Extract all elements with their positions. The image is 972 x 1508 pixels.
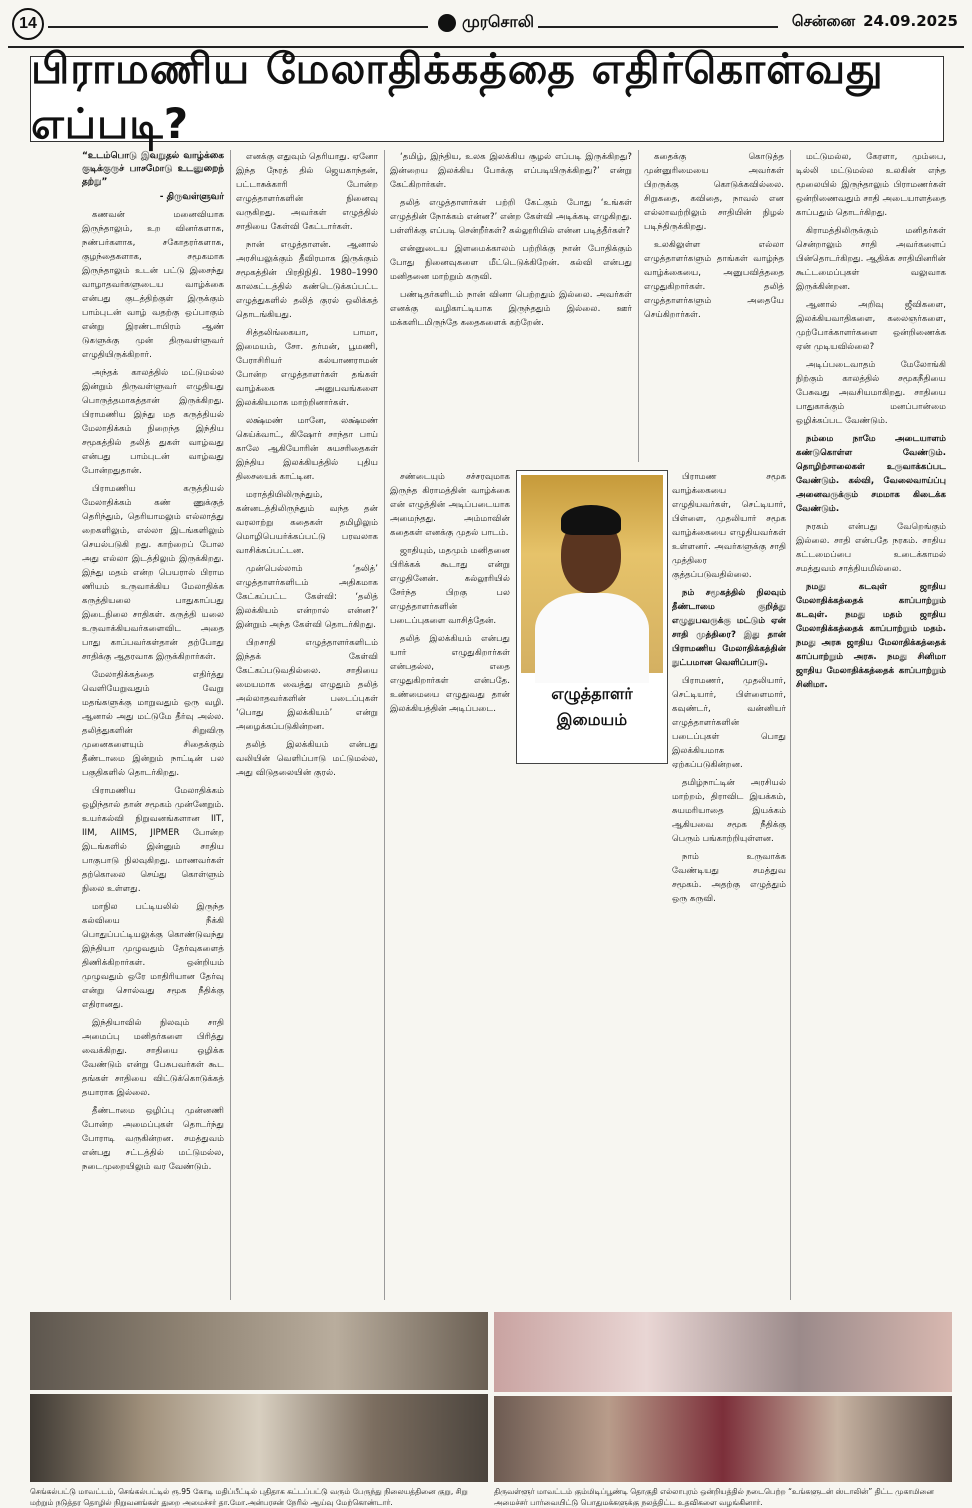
column-separator (384, 150, 385, 1300)
paragraph: பிராமணிய மேலாதிக்கம் ஒழிந்தால் தான் சமூகம் முன்னேறும். உயர்கல்வி நிறுவனங்களான IIT, IIM, AIIMS, JIPMER போன்ற இடங்களில் இன்னும் சாதிய பாகுபாடு நிலவுகிறது. மாணவர்கள் தற்கொலை செய்து கொள்ளும் நிலை உள்ளது. (82, 786, 224, 894)
paragraph: பிராமணிய கருத்தியல் மேலாதிக்கம் கண் ணுக்குத் தெரிந்தும், தெரியாமலும் எல்லாத்து றைகளிலும், எல்லா இடங்களிலும் செயல்படுகி றது. காற்றைப் போல அது எல்லா இடத்திலும் இருக்கிறது. இந்து மதம் என்ற பெயரால் பிராம ணியம் உருவாக்கிய மேலாதிக்க கருத்தியலை பாதுகாப்பது இடைநிலை சாதிகள். கருத்தி யலை உருவாக்கியவர்களைவிட அதை பாது காப்பவர்கள்தான் தற்போது சாதிக்கு ஆதரவாக இருக்கிறார்கள். (82, 484, 224, 662)
paragraph: பிராமணர், முதலியார், செட்டியார், பிள்ளைமார், கவுண்டர், வன்னியர் எழுத்தாளர்களின் படைப்புகள் பொது இலக்கியமாக ஏற்கப்படுகின்றன. (672, 676, 786, 770)
headline-box (30, 44, 944, 148)
paragraph: தலித் எழுத்தாளர்கள் பற்றி கேட்கும் போது ‘உங்கள் எழுத்தின் நோக்கம் என்ன?’ என்ற கேள்வி அடிக்கடி எழுகிறது. பள்ளிக்கு எப்படி சென்றீர்கள்? கல்லூரியில் என்ன படித்தீர்கள்? (390, 198, 632, 236)
paragraph: உலகிலுள்ள எல்லா எழுத்தாளர்களும் தாங்கள் வாழ்ந்த வாழ்க்கையை, அனுபவித்ததை எழுதுகிறார்கள். தலித் எழுத்தாளர்களும் அதையே செய்கிறார்கள். (644, 240, 784, 320)
paragraph: அந்தக் காலத்தில் மட்டுமல்ல இன்றும் திருவள்ளுவர் எழுதியது பொருத்தமாகத்தான் இருக்கிறது. பிராமணிய இந்து மத கருத்தியல் மேலாதிக்கம் நிறைந்த இந்திய சமூகத்தில் தலித் துகள் வாழ்வது என்பது பாம்புடன் வாழ்வது போன்றதுதான். (82, 368, 224, 476)
column-separator (790, 150, 791, 1300)
column-4-top (644, 150, 784, 462)
paragraph: ஆனால் அறிவு ஜீவிகளை, இலக்கியவாதிகளை, கலைஞர்களை, முற்போக்காளர்களை ஒன்றிணைக்க ஏன் முடியவில்லை? (796, 300, 946, 352)
paragraph: மட்டுமல்ல, கேரளா, மும்பை, டில்லி மட்டுமல்ல உலகின் எந்த மூலையில் இருந்தாலும் பிராமணர்கள் ஒன்றிணைவதும் சாதி அடையாளத்தை காப்பதும் தொடர்கிறது. (796, 152, 946, 218)
paper-name-text: முரசொலி (462, 12, 534, 31)
paragraph: முன்பெல்லாம் ‘தலித்’ எழுத்தாளர்களிடம் அதிகமாக கேட்கப்பட்ட கேள்வி: ‘தலித் இலக்கியம் என்றால் என்ன?’ இன்றும் அந்த கேள்வி தொடர்கிறது. (236, 564, 378, 630)
paragraph: பண்டிதர்களிடம் நான் வினா பெற்றதும் இல்லை. அவர்கள் எனக்கு வழிகாட்டியாக இருந்ததும் இல்லை. ஊர் மக்களிடமிருந்தே கதைகளைக் கற்றேன். (390, 290, 632, 328)
epigraph-text: “உடம்பொடு இவறுதல் வாழ்க்கை குடிக்குருச் பாசமோடு உடனுறைந் தற்று” (82, 151, 224, 187)
paragraph: நான் எழுத்தாளன். ஆனால் அரசியலுக்கும் தீவிரமாக இருக்கும் சமூகத்தின் பிரதிநிதி. 1980–1990 காலகட்டத்தில் கண்டெடுக்கப்பட்ட எழுத்துகளில் தலித் குரல் ஒலிக்கத் தொடங்கியது. (236, 240, 378, 320)
paragraph: நரகம் என்பது வேறெங்கும் இல்லை. சாதி என்பதே நரகம். சாதிய கட்டமைப்பை உடைக்காமல் சமத்துவம் சாத்தியமில்லை. (796, 522, 946, 574)
paper-logo-icon (438, 14, 456, 32)
photo-left (30, 1312, 488, 1482)
paragraph: கணவன் மனைவியாக இருந்தாலும், உற வினர்களாக, நண்பர்களாக, சகோதரர்களாக, குழந்தைகளாக, சமூகமாக இருந்தாலும் உடன் பட்டு இசைந்து வாழாதவர்களுடைய வாழ்க்கை என்பது குடத்திற்குள் இருக்கும் பாம்புடன் வாழ் வதற்கு ஒப்பாகும் என்று இரண்டாயிரம் ஆண் டுகளுக்கு முன் திருவள்ளுவர் எழுதியிருக்கிறார். (82, 210, 224, 360)
paragraph: பிராமண சமூக வாழ்க்கையை எழுதியவர்கள், செட்டியார், பிள்ளை, முதலியார் சமூக வாழ்க்கையை எழுதியவர்கள் உள்ளனர். அவர்களுக்கு சாதி முத்திரை குத்தப்படுவதில்லை. (672, 472, 786, 580)
paragraph: நாம் உருவாக்க வேண்டியது சமத்துவ சமூகம். அதற்கு எழுத்தும் ஒரு கருவி. (672, 852, 786, 904)
paragraph: மேலாதிக்கத்தை எதிர்த்து வெளியேறுவதும் வேறு மதங்களுக்கு மாறுவதும் ஒரு வழி. ஆனால் அது மட்டுமே தீர்வு அல்ல. தலித்துகளின் சிறுவிரு முனைகளையும் சிதைக்கும் தீண்டாமை இன்றும் நாட்டின் பல பகுதிகளில் தொடர்கிறது. (82, 670, 224, 778)
author-photo (516, 470, 668, 764)
column-2 (236, 150, 378, 1302)
photo-right-top (494, 1312, 952, 1392)
paragraph: ‘தமிழ், இந்திய, உலக இலக்கிய சூழல் எப்படி இருக்கிறது? இன்றைய இலக்கிய போக்கு எப்படியிருக்கிறது?’ என்று கேட்கிறார்கள். (390, 152, 632, 190)
paragraph: எனக்கு எதுவும் தெரியாது. ஏனோ இந்த நேரத் தில் ஜெயகாந்தன், பட்டாசுக்காரி போன்ற எழுத்தாளர்களின் நினைவு வருகிறது. அவர்கள் எழுத்தில் சாதியை கேள்வி கேட்டார்கள். (236, 152, 378, 232)
paragraph: அடிப்படைவாதம் மேலோங்கி நிற்கும் காலத்தில் சமூகநீதியை பேசுவது அவசியமாகிறது. சாதியை பாதுகாக்கும் மனப்பான்மை ஒழிக்கப்பட வேண்டும். (796, 360, 946, 426)
paragraph: சித்தலிங்கையா, பாமா, இமையம், சோ. தர்மன், பூமணி, பேராசிரியர் கல்யாணராமன் போன்ற எழுத்தாளர்கள் தங்கள் வாழ்க்கை அனுபவங்களை இலக்கியமாக மாற்றினார்கள். (236, 328, 378, 408)
masthead-rule-right (538, 26, 778, 28)
paragraph: லக்ஷ்மண் மானே, லக்ஷ்மண் கெய்க்வாட், கிஷோர் சாந்தா பாய் காலே ஆகியோரின் சுயசரிதைகள் இந்திய இலக்கியத்தில் புதிய திசையைக் காட்டின. (236, 416, 378, 482)
column-3-bottom (390, 470, 510, 1302)
paragraph: தலித் இலக்கியம் என்பது யார் எழுதுகிறார்கள் என்பதல்ல, எதை எழுதுகிறார்கள் என்பதே. உண்மையை எழுதுவது தான் இலக்கியத்தின் அடிப்படை. (390, 634, 510, 714)
masthead (8, 6, 964, 48)
dateline (784, 12, 958, 32)
column-1 (82, 150, 224, 1302)
paragraph: பிறசாதி எழுத்தாளர்களிடம் இந்தக் கேள்வி கேட்கப்படுவதில்லை. சாதியை மையமாக வைத்து எழுதும் தலித் அல்லாதவர்களின் படைப்புகள் ‘பொது இலக்கியம்’ என்று அழைக்கப்படுகின்றன. (236, 638, 378, 732)
column-3-top (390, 150, 632, 462)
paragraph: என்னுடைய இளமைக்காலம் பற்றிக்கு நான் போதிக்கும் போது நினைவுகளை மீட்டெடுக்கிறேன். கல்வி என்பது மனிதனை மாற்றும் கருவி. (390, 244, 632, 282)
column-separator (230, 150, 231, 1300)
date: 24.09.2025 (863, 12, 958, 30)
paper-name (438, 12, 534, 33)
paragraph: ஜாதியும், மதமும் மனிதனை பிரிக்கக் கூடாது என்று எழுதினேன். கல்லூரியில் சேர்ந்த பிறகு பல எழுத்தாளர்களின் படைப்புகளை வாசித்தேன். (390, 546, 510, 626)
author-photo-caption (517, 681, 667, 733)
epigraph-author: - திருவள்ளுவர் (159, 192, 224, 202)
masthead-rule-left (48, 26, 428, 28)
headline: பிராமணிய மேலாதிக்கத்தை எதிர்கொள்வது எப்படி? (31, 44, 884, 148)
shirt-shape (535, 593, 649, 683)
paragraph: தமிழ்நாட்டின் அரசியல் மாற்றம், திராவிட இயக்கம், சுயமரியாதை இயக்கம் ஆகியவை சமூக நீதிக்கு பெரும் பங்காற்றியுள்ளன. (672, 778, 786, 844)
paragraph: சண்டையும் சச்சரவுமாக இருந்த கிராமத்தின் வாழ்க்கை என் எழுத்தின் அடிப்படையாக அமைந்தது. அம்மாவின் கதைகள் எனக்கு முதல் பாடம். (390, 472, 510, 538)
paragraph: மாநில பட்டியலில் இருந்த கல்வியை நீக்கி பொதுப்பட்டியலுக்கு கொண்டுவந்து இந்தியா முழுவதும் தேர்வுகளைத் திணிக்கிறார்கள். ஒன்றியம் முழுவதும் ஒரே மாதிரியான தேர்வு என்று சொல்வது சமூக நீதிக்கு எதிரானது. (82, 902, 224, 1010)
paragraph: கதைக்கு கொடுத்த முன்னுரிமையை அவர்கள் பிறருக்கு கொடுக்கவில்லை. சிறுகதை, கவிதை, நாவல் என எல்லாவற்றிலும் சாதியின் நிழல் படிந்திருக்கிறது. (644, 152, 784, 232)
paragraph: நம்மை நாமே அடையாளம் கண்டுகொள்ள வேண்டும். தொழிற்சாலைகள் உருவாக்கப்பட வேண்டும். கல்வி, வேலைவாய்ப்பு அனைவருக்கும் சமமாக கிடைக்க வேண்டும். (796, 434, 946, 514)
author-photo-image (521, 475, 663, 673)
photo-right (494, 1312, 952, 1482)
photo-left-top (30, 1312, 488, 1390)
photo-left-bottom (30, 1394, 488, 1482)
hair-shape (561, 505, 621, 535)
paragraph: இந்தியாவில் நிலவும் சாதி அமைப்பு மனிதர்களை பிரித்து வைக்கிறது. சாதியை ஒழிக்க வேண்டும் என்று பேசுபவர்கள் கூட தங்கள் சாதியை விட்டுக்கொடுக்கத் தயாராக இல்லை. (82, 1018, 224, 1098)
photo-right-bottom (494, 1396, 952, 1482)
column-5 (796, 150, 946, 1302)
paragraph: தீண்டாமை ஒழிப்பு முன்னணி போன்ற அமைப்புகள் தொடர்ந்து போராடி வருகின்றன. சமத்துவம் என்பது சட்டத்தில் மட்டுமல்ல, நடைமுறையிலும் வர வேண்டும். (82, 1106, 224, 1172)
paragraph: நமது கடவுள் ஜாதிய மேலாதிக்கத்தைக் காப்பாற்றும் கடவுள். நமது மதம் ஜாதிய மேலாதிக்கத்தைக் காப்பாற்றும் மதம். நமது அரசு ஜாதிய மேலாதிக்கத்தைக் காப்பாற்றும் அரசு. நமது சினிமா ஜாதிய மேலாதிக்கத்தைக் காப்பாற்றும் சினிமா. (796, 582, 946, 690)
caption-right: திருவள்ளூர் மாவட்டம் கும்மிடிப்பூண்டி தொகுதி எல்லாபுரம் ஒன்றியத்தில் நடைபெற்ற “உங்களுடன் ஸ்டாலின்” திட்ட முகாமினை அமைச்சர் பார்வையிட்டு பொதுமக்களுக்கு நலத்திட்ட உதவிகளை வழங்கினார். (494, 1487, 934, 1507)
paragraph: மராத்தியிலிருந்தும், கன்னடத்திலிருந்தும் வந்த தன் வரலாற்று கதைகள் தமிழிலும் மொழிபெயர்க்கப்பட்டு பரவலாக வாசிக்கப்பட்டன. (236, 490, 378, 556)
column-separator (638, 150, 639, 462)
paragraph: நம் சமூகத்தில் நிலவும் தீண்டாமை குறித்து எழுதுபவருக்கு மட்டும் ஏன் சாதி முத்திரை? இது தான் பிராமணிய மேலாதிக்கத்தின் நுட்பமான வெளிப்பாடு. (672, 588, 786, 668)
author-photo-title: எழுத்தாளர் (551, 684, 633, 703)
column-4-bottom (672, 470, 786, 1302)
page-number: 14 (12, 8, 44, 40)
caption-left: செங்கல்பட்டு மாவட்டம், செங்கல்பட்டில் ரூ.95 கோடி மதிப்பீட்டில் புதிதாக கட்டப்பட்டு வரும் பேருந்து நிலையத்தினை குறு, சிறு மற்றும் நடுத்தர தொழில் நிறுவனங்கள் துறை அமைச்சர் தா.மோ.அன்பரசன் நேரில் ஆய்வு மேற்கொண்டார். (30, 1487, 468, 1507)
city: சென்னை (791, 12, 856, 30)
author-photo-name: இமையம் (556, 710, 628, 729)
paragraph: தலித் இலக்கியம் என்பது வலியின் வெளிப்பாடு மட்டுமல்ல, அது விடுதலையின் குரல். (236, 740, 378, 778)
paragraph: கிராமத்திலிருக்கும் மனிதர்கள் சென்றாலும் சாதி அவர்களைப் பின்தொடர்கிறது. ஆதிக்க சாதியினரின் கூட்டமைப்புகள் வலுவாக இருக்கின்றன. (796, 226, 946, 292)
epigraph (82, 150, 224, 204)
